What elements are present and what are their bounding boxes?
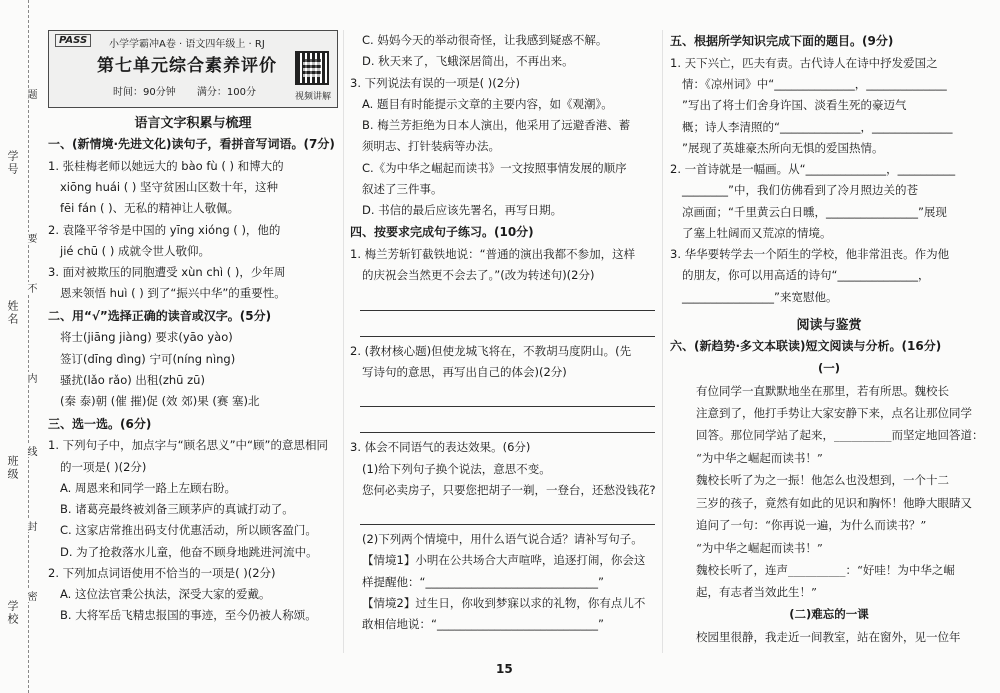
brand-logo: PASS xyxy=(55,34,91,47)
question-line: xiōng huái ( ) 坚守贫困山区数十年，这种 xyxy=(60,180,279,195)
question-line: D. 秋天来了，飞蛾深居简出，不再出来。 xyxy=(362,54,574,69)
passage-line: 有位同学一直默默地坐在那里，若有所思。魏校长 xyxy=(696,383,949,398)
column-left xyxy=(48,30,338,663)
page-number: 15 xyxy=(496,662,513,676)
passage-line: “为中华之崛起而读书！” xyxy=(696,540,823,555)
passage-line: 起，有志者当效此生！” xyxy=(696,585,817,600)
seal-char: 要 xyxy=(25,233,36,243)
answer-line[interactable] xyxy=(360,315,655,337)
question-line: 叙述了三件事。 xyxy=(362,181,443,196)
class-label: 班级 xyxy=(6,455,19,481)
question-line: D. 为了抢救落水儿童，他奋不顾身地跳进河流中。 xyxy=(60,544,318,559)
answer-line[interactable] xyxy=(360,385,655,407)
question-line: 了塞上牡阔而又荒凉的情境。 xyxy=(682,225,832,240)
question-line: 3. 下列说法有误的一项是( )(2分) xyxy=(350,75,521,90)
name-label: 姓名 xyxy=(6,300,19,326)
question-line: C. 这家店常推出码支付优惠活动，所以顾客盈门。 xyxy=(60,523,317,538)
question-line: jié chū ( ) 成就令世人敬仰。 xyxy=(60,243,210,258)
section-heading: 五、根据所学知识完成下面的题目。(9分) xyxy=(670,34,894,48)
seal-char: 内 xyxy=(25,373,36,383)
question-line: C.《为中华之崛起而读书》一文按照事情发展的顺序 xyxy=(362,160,627,175)
question-line: 将士(jiāng jiàng) 要求(yāo yào) xyxy=(60,330,233,345)
question-line: 须明志、打针装病等办法。 xyxy=(362,139,500,154)
column-right xyxy=(670,30,988,663)
seal-char: 线 xyxy=(25,446,36,456)
question-list xyxy=(350,30,655,635)
answer-line[interactable] xyxy=(360,411,655,433)
question-line: B. 大将军岳飞精忠报国的事迹，至今仍被人称颂。 xyxy=(60,608,317,623)
question-line: 1. 下列句子中，加点字与“顾名思义”中“顾”的意思相同 xyxy=(48,438,328,453)
section-title: 语言文字积累与梳理 xyxy=(134,116,252,131)
qr-caption: 视频讲解 xyxy=(294,92,331,102)
seal-char: 密 xyxy=(25,591,36,601)
section-heading: 三、选一选。(6分) xyxy=(48,416,152,431)
answer-line[interactable] xyxy=(360,503,655,525)
question-line: 【情境1】小明在公共场合大声喧哗，追逐打闹，你会这 xyxy=(362,553,646,568)
question-line: 的一项是( )(2分) xyxy=(60,459,147,474)
question-line: 2. 下列加点词语使用不恰当的一项是( )(2分) xyxy=(48,565,276,580)
question-line: ”展现了英雄豪杰所向无惧的爱国热情。 xyxy=(682,140,884,155)
question-line: C. 妈妈今天的举动很奇怪，让我感到疑惑不解。 xyxy=(362,33,608,47)
passage-line: “为中华之崛起而读书！” xyxy=(696,450,823,465)
question-line: 的朋友，你可以用高适的诗句“______________， xyxy=(682,268,930,283)
exam-meta xyxy=(113,83,274,98)
question-line: 样提醒他：“______________________________” xyxy=(362,574,604,589)
question-line: B. 诸葛亮最终被刘备三顾茅庐的真诚打动了。 xyxy=(60,502,294,517)
passage-line: 校园里很静，我走近一间教室，站在窗外，见一位年 xyxy=(696,629,961,644)
question-line: A. 周恩来和同学一路上左顾右盼。 xyxy=(60,480,236,495)
column-middle xyxy=(350,30,655,663)
section-heading: 二、用“√”选择正确的读音或汉字。(5分) xyxy=(48,308,272,323)
full-score: 满分：100分 xyxy=(196,87,257,98)
question-line: ”写出了将士们舍身许国、淡看生死的豪迈气 xyxy=(682,98,907,113)
exam-header xyxy=(48,30,338,108)
passage-line: 三岁的孩子，竟然有如此的见识和胸怀！他睁大眼睛又 xyxy=(696,495,972,510)
seal-char: 不 xyxy=(25,283,36,293)
passage-2 xyxy=(670,626,988,648)
question-line: 凉画面；“千里黄云白日曛，________________”展现 xyxy=(682,204,947,219)
question-line: 的庆祝会当然更不会去了。”(改为转述句)(2分) xyxy=(362,268,595,283)
passage-line: 追问了一句：“你再说一遍，为什么而读书？” xyxy=(696,518,927,533)
seal-char: 题 xyxy=(25,89,36,99)
passage-line: 注意到了，他打手势让大家安静下来，点名让那位同学 xyxy=(696,406,972,421)
question-line: ________”中，我们仿佛看到了冷月照边关的苍 xyxy=(682,183,918,198)
question-line: 1. 张桂梅老师以她远大的 bào fù ( ) 和博大的 xyxy=(48,158,284,173)
seal-char: 封 xyxy=(25,521,36,531)
question-line: 2. 袁隆平爷爷是中国的 yīng xióng ( )，他的 xyxy=(48,222,281,237)
question-line: 概；诗人李清照的“______________，______________ xyxy=(682,119,953,134)
question-line: 3. 面对被欺压的同胞遭受 xùn chì ( )，少年周 xyxy=(48,265,286,280)
question-line: 2. 一首诗就是一幅画。从“______________，__________ xyxy=(670,162,956,177)
column-divider xyxy=(343,30,344,653)
question-line: 骚扰(lǎo rǎo) 出租(zhū zū) xyxy=(60,372,205,387)
passage-1-title: (一) xyxy=(817,360,840,375)
question-line: ________________”来宽慰他。 xyxy=(682,289,838,304)
question-line: A. 题目有时能提示文章的主要内容，如《观潮》。 xyxy=(362,96,613,111)
question-line: fēi fán ( )、无私的精神让人敬佩。 xyxy=(60,201,240,216)
passage-line: 回答。那位同学站了起来，__________而坚定地回答道： xyxy=(696,428,984,443)
question-line: 2. (教材核心题)但使龙城飞将在，不教胡马度阴山。(先 xyxy=(350,343,632,358)
question-line: 敢相信地说：“____________________________” xyxy=(362,617,604,632)
passage-line: 魏校长听了，连声__________：“好哇！为中华之崛 xyxy=(696,563,955,577)
question-line: 恩来领悟 huì ( ) 到了“振兴中华”的重要性。 xyxy=(60,286,286,301)
qr-code-icon[interactable] xyxy=(295,51,329,85)
question-line: A. 这位法官秉公执法，深受大家的爱戴。 xyxy=(60,587,271,602)
question-line: 1. 梅兰芳斩钉截铁地说：“普通的演出我都不参加，这样 xyxy=(350,247,636,262)
question-line: 1. 天下兴亡，匹夫有责。古代诗人在诗中抒发爱国之 xyxy=(670,55,938,70)
question-line: 情：《凉州词》中“______________，______________ xyxy=(682,77,947,92)
question-list xyxy=(48,133,338,627)
question-line: 签订(dīng dìng) 宁可(níng nìng) xyxy=(60,351,236,366)
question-line: 写诗句的意思，再写出自己的体会)(2分) xyxy=(362,364,567,379)
question-line: (秦 泰)朝 (催 摧)促 (效 郊)果 (赛 塞)北 xyxy=(60,394,260,409)
section-heading: 四、按要求完成句子练习。(10分) xyxy=(350,225,534,240)
passage-2-title: (二)难忘的一课 xyxy=(789,606,869,621)
question-line: 3. 体会不同语气的表达效果。(6分) xyxy=(350,440,531,455)
question-line: B. 梅兰芳拒绝为日本人演出，他采用了远避香港、蓄 xyxy=(362,118,631,133)
page-title: 第七单元综合素养评价 xyxy=(97,56,277,76)
answer-line[interactable] xyxy=(360,289,655,311)
school-label: 学校 xyxy=(6,600,19,626)
column-divider xyxy=(662,30,663,653)
binding-margin xyxy=(0,0,40,693)
passage-line: 魏校长听了为之一振！他怎么也没想到，一个十二 xyxy=(696,473,949,488)
question-line: 3. 华华要转学去一个陌生的学校，他非常沮丧。作为他 xyxy=(670,247,950,262)
passage-1 xyxy=(670,380,988,604)
question-line: 【情境2】过生日，你收到梦寐以求的礼物，你有点儿不 xyxy=(362,595,646,610)
reading-title: 阅读与鉴赏 xyxy=(796,317,862,333)
time-limit: 时间：90分钟 xyxy=(113,87,176,98)
reading-task: 六、(新趋势·多文本联读)短文阅读与分析。(16分) xyxy=(670,338,942,353)
question-line: (1)给下列句子换个说法，意思不变。 xyxy=(362,461,551,476)
series-name: 小学学霸冲A卷 · 语文四年级上 · RJ xyxy=(109,39,265,50)
question-line: (2)下列两个情境中，用什么语气说合适？请补写句子。 xyxy=(362,532,643,547)
student-id-label: 学号 xyxy=(6,150,19,176)
question-line: 您何必卖房子，只要您把胡子一剃，一登台，还愁没钱花? xyxy=(362,482,656,497)
question-list xyxy=(670,30,988,308)
section-heading: 一、(新情境·先进文化)读句子，看拼音写词语。(7分) xyxy=(48,137,335,151)
question-line: D. 书信的最后应该先署名，再写日期。 xyxy=(362,203,563,218)
